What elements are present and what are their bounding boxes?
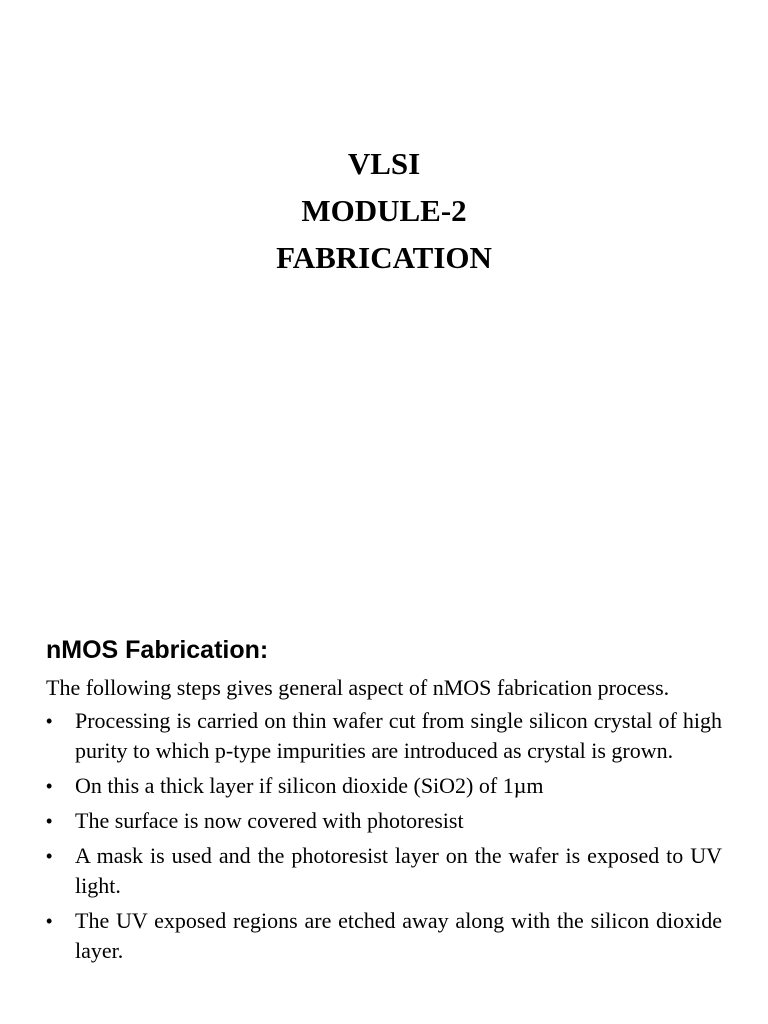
list-item-text: On this a thick layer if silicon dioxide (SiO2) of 1µm bbox=[75, 773, 544, 798]
title-line-2: MODULE-2 bbox=[301, 193, 467, 228]
section-content bbox=[46, 630, 722, 971]
list-item bbox=[46, 771, 722, 801]
list-item bbox=[46, 906, 722, 966]
title-line-1: VLSI bbox=[347, 146, 421, 181]
title-block bbox=[0, 140, 768, 281]
list-item-text: Processing is carried on thin wafer cut from single silicon crystal of high purity to which p-type impurities are introduced as crystal is grown. bbox=[75, 708, 722, 763]
bullet-icon: • bbox=[46, 846, 53, 866]
list-item bbox=[46, 806, 722, 836]
bullet-icon: • bbox=[46, 711, 53, 731]
title-line-3: FABRICATION bbox=[276, 240, 492, 275]
bullet-list bbox=[46, 706, 722, 966]
list-item-text: A mask is used and the photoresist layer on the wafer is exposed to UV light. bbox=[75, 843, 722, 898]
section-heading: nMOS Fabrication: bbox=[46, 636, 269, 664]
list-item-text: The surface is now covered with photoresist bbox=[75, 808, 464, 833]
list-item bbox=[46, 706, 722, 766]
section-intro: The following steps gives general aspect of nMOS fabrication process. bbox=[46, 675, 670, 700]
list-item-text: The UV exposed regions are etched away along with the silicon dioxide layer. bbox=[75, 908, 722, 963]
bullet-icon: • bbox=[46, 776, 53, 796]
bullet-icon: • bbox=[46, 811, 53, 831]
list-item bbox=[46, 841, 722, 901]
bullet-icon: • bbox=[46, 911, 53, 931]
